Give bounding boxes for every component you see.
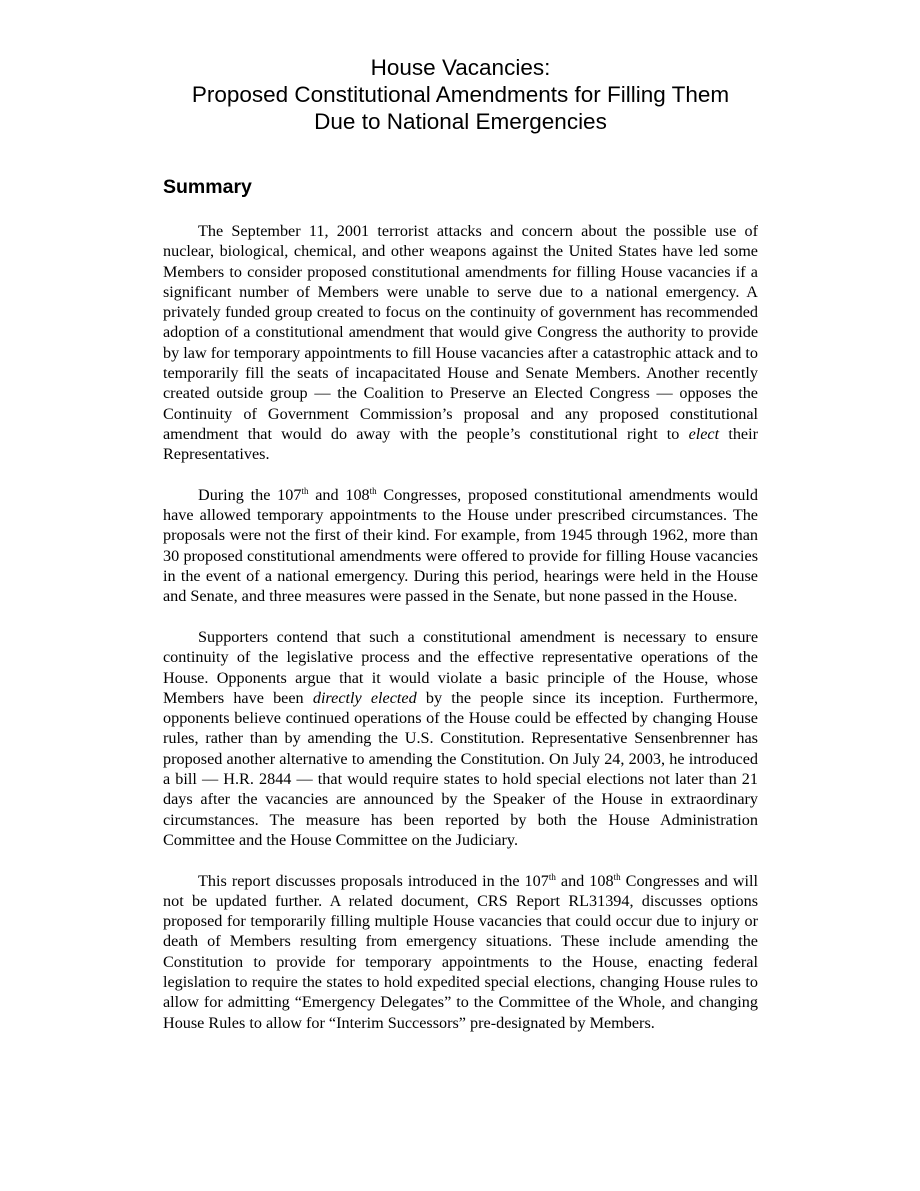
report-title [163, 54, 758, 135]
p1-text-a: The September 11, 2001 terrorist attacks and concern about the possible use of nuclear, biological, chemical, and other weapons against the United States have led some Members to consider proposed constitutional amendments for filling House vacancies if a significant number of Members were unable to serve due to a national emergency. A privately funded group created to focus on the continuity of government has recommended adoption of a constitutional amendment that would give Congress the authority to provide by law for temporary appointments to fill House vacancies after a catastrophic attack and to temporarily fill the seats of incapacitated House and Senate Members. Another recently created outside group — the Coalition to Preserve an Elected Congress — opposes the Continuity of Government Commission’s proposal and any proposed constitutional amendment that would do away with the people’s constitutional right to [163, 222, 758, 443]
p2-text-b: and 108 [308, 485, 370, 504]
p2-text-a: During the 107 [198, 485, 302, 504]
summary-paragraph-2 [163, 485, 758, 607]
p3-emphasis: directly elected [312, 688, 417, 707]
title-line-2: Proposed Constitutional Amendments for Filling Them [191, 82, 730, 107]
summary-paragraph-1 [163, 221, 758, 465]
p1-emphasis: elect [688, 424, 720, 443]
document-page [163, 54, 758, 1033]
p2-superscript-2: th [369, 485, 377, 496]
p4-superscript-2: th [613, 871, 621, 882]
p4-text-a: This report discusses proposals introduced in the 107 [198, 871, 549, 890]
summary-paragraph-3 [163, 627, 758, 850]
p3-text-b: by the people since its inception. Furthermore, opponents believe continued operations of the House could be effected by changing House rules, rather than by amending the U.S. Constitution. Representative Sensenbrenner has proposed another alternative to amending the Constitution. On July 24, 2003, he introduced a bill — H.R. 2844 — that would require states to hold special elections not later than 21 days after the vacancies are announced by the Speaker of the House in extraordinary circumstances. The measure has been reported by both the House Administration Committee and the House Committee on the Judiciary. [163, 688, 758, 849]
p3-text-a: Supporters contend that such a constitutional amendment is necessary to ensure continuity of the legislative process and the effective representative operations of the House. Opponents argue that it would violate a basic principle of the House, whose Members have been [163, 627, 758, 707]
p4-text-c: Congresses and will not be updated further. A related document, CRS Report RL31394, discusses options proposed for temporarily filling multiple House vacancies that could occur due to injury or death of Members resulting from emergency situations. These include amending the Constitution to provide for temporary appointments to the House, enacting federal legislation to require the states to hold expedited special elections, changing House rules to allow for admitting “Emergency Delegates” to the Committee of the Whole, and changing House Rules to allow for “Interim Successors” pre-designated by Members. [163, 871, 759, 1032]
p2-superscript-1: th [301, 485, 309, 496]
title-line-1: House Vacancies: [370, 55, 551, 80]
summary-paragraph-4 [163, 871, 758, 1033]
summary-heading: Summary [163, 176, 252, 198]
title-line-3: Due to National Emergencies [314, 109, 607, 134]
p1-text-b: their Representatives. [163, 424, 758, 464]
p4-superscript-1: th [548, 871, 556, 882]
p4-text-b: and 108 [555, 871, 614, 890]
p2-text-c: Congresses, proposed constitutional amendments would have allowed temporary appointments to the House under prescribed circumstances. The proposals were not the first of their kind. For example, from 1945 through 1962, more than 30 proposed constitutional amendments were offered to provide for filling House vacancies in the event of a national emergency. During this period, hearings were held in the House and Senate, and three measures were passed in the Senate, but none passed in the House. [163, 485, 758, 606]
